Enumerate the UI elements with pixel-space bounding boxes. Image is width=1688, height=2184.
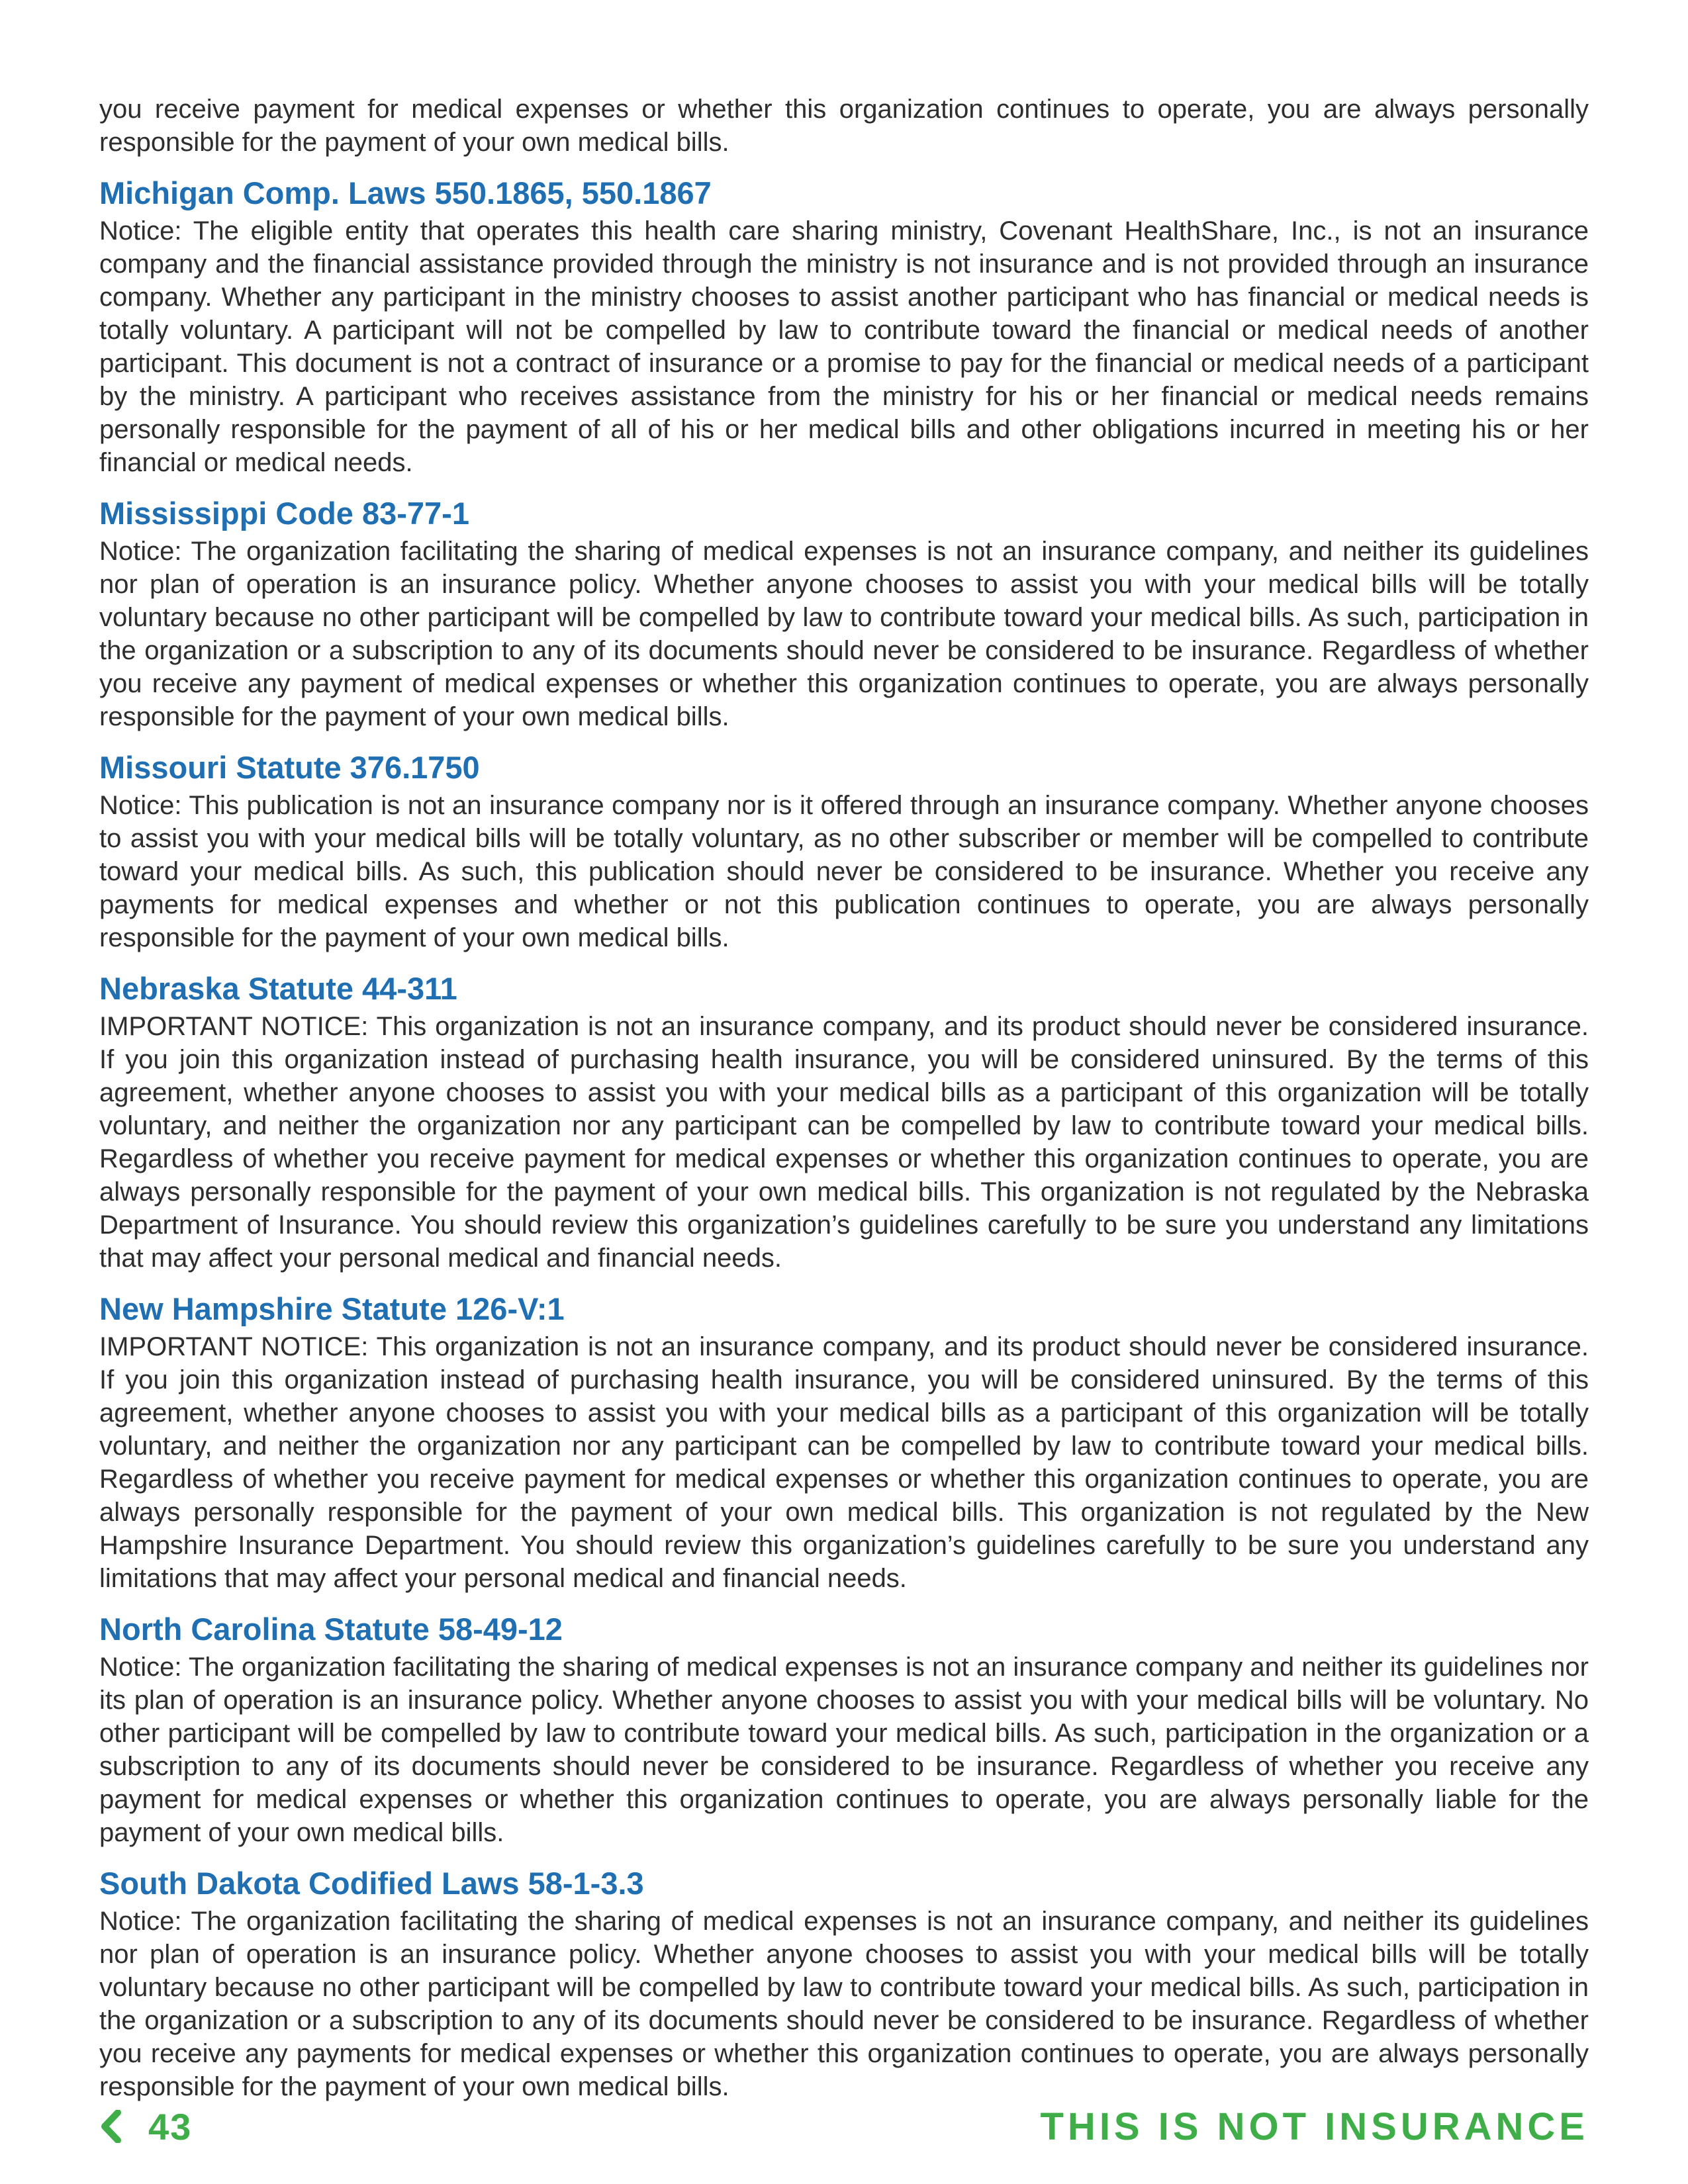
intro-paragraph: you receive payment for medical expenses or whether this organization continues to operate, you are always personally responsible for the payment of your own medical bills. [99, 95, 1589, 157]
section-body: Notice: The organization facilitating the sharing of medical expenses is not an insurance company, and neither its guidelines nor plan of operation is an insurance policy. Whether anyone chooses to assist you with your medical bills will be totally voluntary because no other participant will be compelled by law to contribute toward your medical bills. As such, participation in the organization or a subscription to any of its documents should never be considered to be insurance. Regardless of whether you receive any payments for medical expenses or whether this organization continues to operate, you are always personally responsible for the payment of your own medical bills. [99, 1907, 1589, 2101]
section-heading: Mississippi Code 83-77-1 [99, 496, 469, 531]
section-new-hampshire [99, 1291, 1589, 1595]
section-body: IMPORTANT NOTICE: This organization is not an insurance company, and its product should never be considered insurance. If you join this organization instead of purchasing health insurance, you will be considered uninsured. By the terms of this agreement, whether anyone chooses to assist you with your medical bills as a participant of this organization will be totally voluntary, and neither the organization nor any participant can be compelled by law to contribute toward your medical bills. Regardless of whether you receive payment for medical expenses or whether this organization continues to operate, you are always personally responsible for the payment of your own medical bills. This organization is not regulated by the Nebraska Department of Insurance. You should review this organization’s guidelines carefully to be sure you understand any limitations that may affect your personal medical and financial needs. [99, 1012, 1589, 1273]
footer-title: THIS IS NOT INSURANCE [1040, 2105, 1589, 2148]
chevron-left-icon[interactable] [99, 2110, 122, 2143]
section-missouri [99, 749, 1589, 954]
section-michigan [99, 175, 1589, 479]
section-mississippi [99, 495, 1589, 733]
section-north-carolina [99, 1611, 1589, 1849]
section-body: Notice: The organization facilitating the sharing of medical expenses is not an insurance company, and neither its guidelines nor plan of operation is an insurance policy. Whether anyone chooses to assist you with your medical bills will be totally voluntary because no other participant will be compelled by law to contribute toward your medical bills. As such, participation in the organization or a subscription to any of its documents should never be considered to be insurance. Regardless of whether you receive any payment of medical expenses or whether this organization continues to operate, you are always personally responsible for the payment of your own medical bills. [99, 537, 1589, 731]
section-heading: New Hampshire Statute 126-V:1 [99, 1291, 565, 1326]
section-body: Notice: This publication is not an insurance company nor is it offered through an insurance company. Whether anyone chooses to assist you with your medical bills will be totally voluntary, as no other subscriber or member will be compelled to contribute toward your medical bills. As such, this publication should never be considered to be insurance. Whether you receive any payments for medical expenses and whether or not this publication continues to operate, you are always personally responsible for the payment of your own medical bills. [99, 791, 1589, 952]
section-body: IMPORTANT NOTICE: This organization is not an insurance company, and its product should never be considered insurance. If you join this organization instead of purchasing health insurance, you will be considered uninsured. By the terms of this agreement, whether anyone chooses to assist you with your medical bills as a participant of this organization will be totally voluntary, and neither the organization nor any participant can be compelled by law to contribute toward your medical bills. Regardless of whether you receive payment for medical expenses or whether this organization continues to operate, you are always personally responsible for the payment of your own medical bills. This organization is not regulated by the New Hampshire Insurance Department. You should review this organization’s guidelines carefully to be sure you understand any limitations that may affect your personal medical and financial needs. [99, 1332, 1589, 1593]
section-south-dakota [99, 1865, 1589, 2103]
page-nav [99, 2105, 192, 2148]
section-heading: North Carolina Statute 58-49-12 [99, 1612, 563, 1647]
page-number: 43 [148, 2105, 193, 2148]
section-body: Notice: The eligible entity that operates this health care sharing ministry, Covenant HealthShare, Inc., is not an insurance company and the financial assistance provided through the ministry is not insurance and is not provided through an insurance company. Whether any participant in the ministry chooses to assist another participant who has financial or medical needs is totally voluntary. A participant will not be compelled by law to contribute toward the financial or medical needs of another participant. This document is not a contract of insurance or a promise to pay for the financial or medical needs of a participant by the ministry. A participant who receives assistance from the ministry for his or her financial or medical needs remains personally responsible for the payment of all of his or her medical bills and other obligations incurred in meeting his or her financial or medical needs. [99, 216, 1589, 477]
section-heading: South Dakota Codified Laws 58-1-3.3 [99, 1866, 644, 1901]
section-body: Notice: The organization facilitating the sharing of medical expenses is not an insurance company and neither its guidelines nor its plan of operation is an insurance policy. Whether anyone chooses to assist you with your medical bills will be voluntary. No other participant will be compelled by law to contribute toward your medical bills. As such, participation in the organization or a subscription to any of its documents should never be considered to be insurance. Regardless of whether you receive any payment for medical expenses or whether this organization continues to operate, you are always personally liable for the payment of your own medical bills. [99, 1653, 1589, 1847]
page-footer [99, 2103, 1589, 2150]
section-heading: Missouri Statute 376.1750 [99, 750, 480, 785]
section-heading: Michigan Comp. Laws 550.1865, 550.1867 [99, 175, 712, 210]
section-nebraska [99, 970, 1589, 1275]
section-heading: Nebraska Statute 44-311 [99, 971, 457, 1006]
document-body [99, 93, 1589, 2103]
